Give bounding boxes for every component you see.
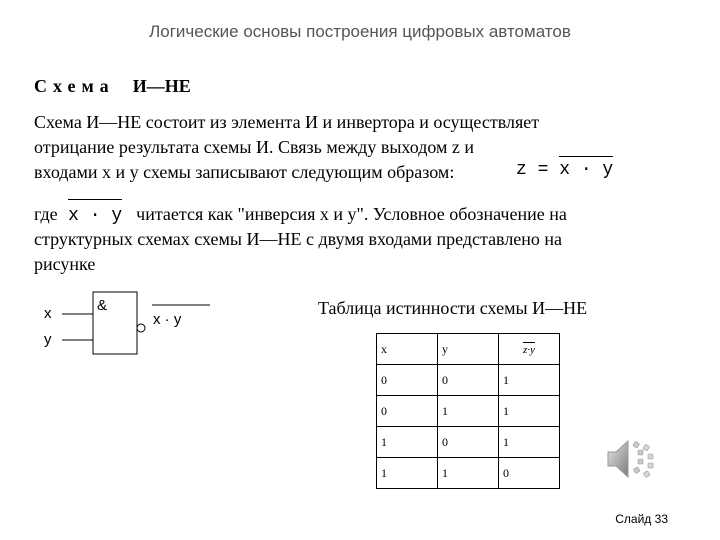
table-row [377, 427, 560, 458]
sound-wave-dot [648, 463, 653, 468]
header-cell: x [377, 334, 438, 365]
table-cell: 1 [438, 396, 499, 427]
paragraph-text: читается как "инверсия x и y". Условное обозначение на [136, 204, 567, 224]
speaker-icon[interactable] [602, 436, 656, 482]
negation-bar [559, 156, 613, 157]
table-cell: 0 [377, 396, 438, 427]
sound-wave-dot [638, 459, 643, 464]
input-y-label: y [44, 331, 52, 348]
heading-word: Схема [34, 76, 115, 96]
table-header-row [377, 334, 560, 365]
header-formula: z·y [523, 343, 535, 356]
sound-wave-dot [643, 444, 650, 451]
sound-wave-dot [643, 471, 650, 478]
table-cell: 1 [377, 427, 438, 458]
header-cell [499, 334, 560, 365]
table-cell: 1 [499, 365, 560, 396]
input-x-label: x [44, 305, 52, 322]
table-cell: 1 [438, 458, 499, 489]
header-cell: y [438, 334, 499, 365]
formula-expr: x · y [559, 160, 614, 180]
where-word: где [34, 204, 58, 224]
sound-wave-dot [638, 450, 643, 455]
main-formula [516, 160, 613, 180]
gate-symbol: & [97, 297, 108, 314]
truth-table-title: Таблица истинности схемы И—НЕ [318, 298, 588, 318]
negation-bar [68, 199, 122, 200]
paragraph-line: рисунке [34, 254, 96, 274]
formula-lhs: z = [516, 160, 560, 180]
table-cell: 0 [438, 365, 499, 396]
table-cell: 1 [377, 458, 438, 489]
slide-number: Слайд 33 [615, 512, 668, 526]
inline-formula: x · y [68, 206, 123, 226]
speaker-body [608, 441, 628, 477]
sound-wave-dot [633, 467, 640, 474]
inversion-bubble [137, 324, 145, 332]
section-heading [34, 76, 191, 97]
table-cell: 0 [377, 365, 438, 396]
negation-bar [523, 342, 535, 343]
table-cell: 0 [499, 458, 560, 489]
table-row [377, 365, 560, 396]
paragraph-line-where [34, 202, 567, 229]
paragraph-line: структурных схемах схемы И—НЕ с двумя входами представлено на [34, 229, 563, 249]
output-label: x · y [153, 311, 182, 328]
paragraph-line: входами x и y схемы записывают следующим образом: [34, 162, 455, 182]
table-cell: 0 [438, 427, 499, 458]
table-row [377, 396, 560, 427]
page-header: Логические основы построения цифровых автоматов [149, 22, 571, 41]
nand-gate-diagram [30, 288, 210, 358]
paragraph-line: отрицание результата схемы И. Связь между выходом z и [34, 137, 475, 157]
truth-table [376, 333, 560, 489]
heading-name: И—НЕ [132, 76, 191, 96]
sound-wave-dot [648, 454, 653, 459]
sound-wave-dot [633, 441, 640, 448]
table-cell: 1 [499, 427, 560, 458]
table-row [377, 458, 560, 489]
table-cell: 1 [499, 396, 560, 427]
paragraph-line: Схема И—НЕ состоит из элемента И и инвертора и осуществляет [34, 112, 540, 132]
